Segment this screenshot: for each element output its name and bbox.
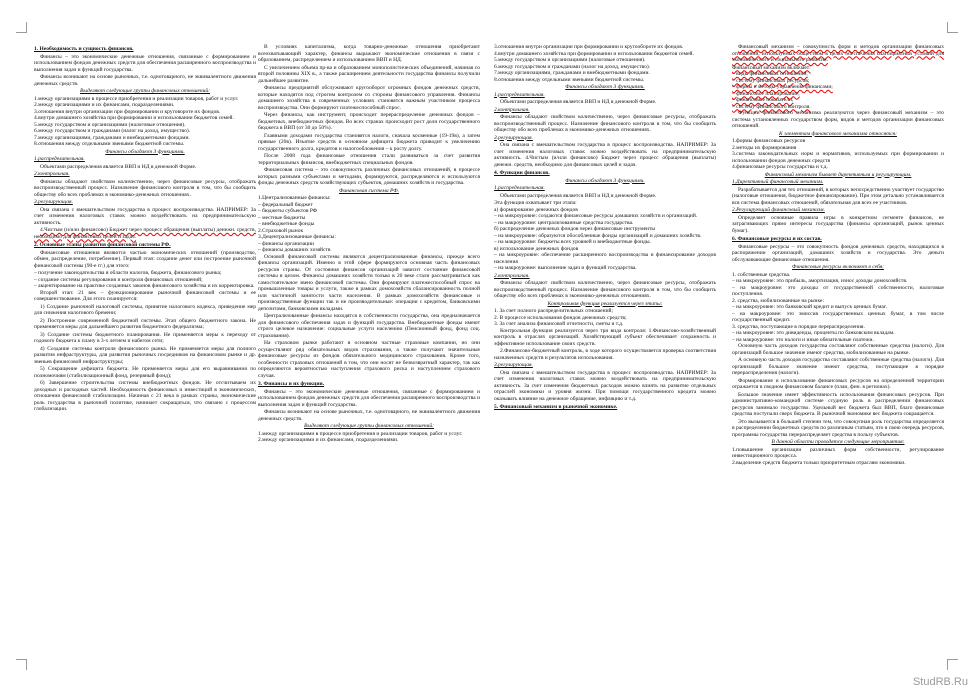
list-item: 1. За счет полного распределительных отношений; — [494, 308, 613, 314]
paragraph: 1) Создание рыночной налоговой системы, принятие налогового кодекса, приведение мер для снижения налогового бремени; — [34, 303, 256, 316]
list-item: 2. В процессе использования фондов денежных средств; — [494, 314, 627, 321]
paragraph: Главными доходами государства становятся налоги, сначала косвенные (19-19в), а затем прямые (20в). Изъятие средств в основном дефицита бюджета приводит к увеличению государственного долга, кредитов и налогообложения – к росту долгу. — [258, 132, 480, 152]
function-label: 3.регулирующая. — [494, 134, 533, 141]
subheading: Выделяют следующие группы финансовых отношений: — [79, 88, 210, 94]
paragraph: 2.Финансово-бюджетный контроль, в ходе которого осуществляется проверка соответствия назначенных средств и результатов использования. — [494, 348, 716, 361]
list-item: – формы и методы управления финансами; — [732, 84, 833, 90]
list-item: – на микроуровне: образуются обособленные фонды организаций и домашних хозяйств. — [494, 232, 702, 239]
function-label: 2.контрольная. — [494, 106, 530, 113]
paragraph: Функции финансового механизма реализуются через финансовый механизм – это система установленных государством форм, видов и методов организации финансовых отношений. — [732, 110, 944, 129]
section-heading-4: 4. Функции финансов. — [494, 170, 550, 176]
paragraph: Второй этап: 21 век – функционирование рыночной финансовой системы и ее совершенствование. Для этого планируется: — [34, 289, 256, 302]
list-item: 8.отношения между отдельными звеньями бюджетной системы. — [494, 76, 645, 83]
list-item: – на микроуровне: это прибыль, амортизация, износ доходы домохозяйств. — [732, 278, 908, 284]
list-item: – на макроуровне: бюджеты всех уровней и внебюджетные фонды. — [494, 239, 651, 245]
function-label: 1.распределительная. — [34, 156, 85, 162]
paragraph: С увеличением объема пр-ва и образованием монополистических объединений, начиная со второй половины XIX в., а также расширением деятельности государства финансы получили дальнейшее развитие. — [258, 64, 480, 84]
list-item: – внебюджетные фонды — [258, 221, 315, 227]
function-label: 2.Регулирующий финансовый механизм. — [732, 207, 825, 213]
subheading: К элементам финансового механизма относятся: — [779, 130, 897, 137]
list-item: 1.повышение организации различных форм собственности, регулирование инвестиционного процесса. — [732, 446, 944, 459]
crop-mark-bottom-left — [16, 659, 27, 670]
list-item: 6.между государством и гражданами (налог на доход, имущество). — [494, 63, 651, 70]
paragraph: На страховом рынке работают в основном частные страховые компании, но они осуществляют ряд обязательных видов страхования, а также получают значительные финансовые ресурсы из фондов обязательного медицинского страхования. Кроме того, особенности страховых отношений в том, что они носят не безвозвратный характер, так как определяются вероятностью наступления страхового риска и наступлением страхового случая. — [258, 340, 480, 379]
paragraph: 6) Завершение строительства системы внебюджетных фондов. Не отсчитываем их доходных и расходных частей. Необходимость финансовых и инвестиций в экономических, отношения финансовой стабилизации. Начиная с 21 века в рамках страны, экономические роль государства в рыночной политике, начинает сокращаться, что связано с процессом глобализации. — [34, 380, 256, 412]
paragraph: Это вызывается в большей степени тем, что совокупная роль государства определяется в распределении бюджетных средств по различным статьям, что в свою очередь ресурсов, программы государства перераспределяет средства в пользу субъектов. — [732, 418, 944, 438]
crop-mark-bottom-right — [947, 659, 958, 670]
section-heading-3: 3. Финансы и их функции. — [258, 381, 325, 387]
list-item: 7.между организациями, гражданами и внебюджетными фондами. — [34, 134, 190, 141]
paragraph: 4.Чистым (и/или финансово) Бюджет через процесс обращения (выплаты) денежн. средств, необходимо для финансовых целей и задач. — [34, 227, 256, 240]
list-item: 2.методы их формирования — [732, 144, 797, 151]
paragraph: Финансы возникают на основе рыночных, т.е. однотоварного, не эквивалентного движения денежных средств. — [258, 409, 480, 422]
paragraph: Финансы возникают на основе рыночных, т.е. однотоварного, не эквивалентного движения денежных средств. — [34, 74, 256, 87]
list-item: 3.отношения внутри организации при формировании и кругообороте их фондов. — [494, 44, 684, 50]
subheading: Финансы обладают 3 функциями. — [105, 148, 185, 155]
list-item: – на микроуровне: это дивиденды, проценты по банковским вкладам. — [732, 330, 895, 336]
list-item: – местные бюджеты — [258, 214, 306, 221]
paragraph: Разрабатывается для тех отношений, в которых непосредственно участвует государство (налоговые отношения, бюджетное финансирование). При этом детально устанавливается вся система финансовых отношений, обязательная для всех ее участников. — [732, 186, 944, 206]
function-label: 3.регулирующая. — [34, 199, 73, 205]
list-item: 2.Страховой рынок — [258, 227, 304, 234]
paragraph: Она связана с вмешательством государства в процесс воспроизводства. НАПРИМЕР: За счет изменения налоговых ставок можно воздействовать на предпринимательскую активность. За счет изменения бюджетных расходов можно влиять на развитие отдельных отраслей экономики и уровня жизни. При помощи государственного кредита можно оказывать влияние на денежное обращение, инфляцию и т.д. — [494, 369, 716, 402]
text-column-4 — [732, 44, 944, 644]
list-item: 1.Централизованные финансы: — [258, 195, 331, 201]
list-item: – финансы домашних хозяйств — [258, 247, 331, 253]
paragraph: Объектами распределения является ВВП и НД в денежной Форме. — [40, 163, 197, 170]
list-item: – на микроуровне: обеспечение расширенного воспроизводства и финансирование доходов населения — [494, 252, 716, 265]
paragraph: Финансовые отношения являются частью экономических отношений (производство, обмен, распределение, потребление). Первый этап: создание денег или построение рыночной финансовой системы (90-е гг.) для этого: — [34, 249, 256, 269]
list-item: 4.финансовые ресурсы государства и т.д. — [732, 164, 828, 170]
function-label: 1.распределительная. — [494, 185, 545, 191]
watermark: StudRB.Ru — [912, 676, 968, 688]
function-label: 1.распределительная. — [494, 91, 545, 98]
paragraph: 3) Создание системы бюджетного планирования. Не применяется меры к переходу от годового бюджета к плану в 3-х летнем и набегом сети; — [34, 331, 256, 344]
paragraph: Финансовые ресурсы – это совокупность фондов денежных средств, находящихся в распоряжении организаций, домашних хозяйств и государства. Это деньги обслуживающие финансовые отношения. — [732, 243, 944, 263]
paragraph: После 2008 года финансовые отношения стали развиваться за счет развития территориальных финансов, внебюджетных специальных фондов. — [258, 153, 480, 166]
paragraph: Основную часть доходов государства составляют собственные средства (налоги). Для организаций большое значение имеют средства, мобилизованные на рынке. — [732, 343, 944, 356]
list-item: – на макроуровне: выполнение задач и функций государства. — [494, 265, 637, 271]
subheading: В данной области проводятся следующие мероприятия: — [771, 439, 905, 445]
list-item: 1.формы финансовых ресурсов — [732, 138, 806, 144]
list-item: 1.между организациями в процессе приобретения и реализации товаров, работ и услуг. — [258, 430, 463, 437]
list-item: – систему финансового контроля. — [732, 103, 811, 110]
subheading: Финансовые ресурсы включают в себя: — [792, 264, 884, 270]
list-item: – на макроуровне: это эмиссия государственных ценных бумаг, в том числе государственный кредит. — [732, 310, 944, 323]
paragraph: Объектами распределения является ВВП и НД в денежной Форме. — [500, 99, 657, 105]
paragraph: Объектами распределения является ВВП и НД в денежной Форме. — [500, 192, 657, 199]
paragraph: А основную часть доходов государства составляют собственные средства (налоги). Для организаций большое значение имеют средства, поступающие в порядке перераспределения (налоги). — [732, 357, 944, 376]
list-item: – на микроуровне: это банковский кредит и выпуск ценных бумаг. — [732, 304, 887, 310]
crop-mark-top-right — [947, 22, 958, 33]
list-item: – бюджеты субъектов РФ — [258, 208, 318, 214]
paragraph: Финансы обладают свойством количественно, через финансовые ресурсы, отображать воспроизводственный процесс. Назначение финансового контроля в том, что бы сообщить обществу обо всех проблемах в экономико-денежных отношениях. — [494, 280, 716, 299]
list-item: а) формирование денежных фондов — [494, 206, 578, 213]
paragraph: 4) Создание системы контроля финансового рынка. Не применяется меры для полного развития инфраструктуры, для развития рыночных посредников на финансовом рынке и др. звеньев финансовой инфраструктуры; — [34, 345, 256, 365]
paragraph: Через финансы, как инструмент, происходит перераспределение денежных фондов – бюджетных, внебюджетных фондов. Во всех странах происходит рост доли государственного бюджета в ВВП (от 30 до 50%). — [258, 112, 480, 131]
paragraph: Формирование и использование финансовых ресурсов на определенной территории отражается в сводном финансовом балансе (план, фин. в регионах). — [732, 377, 944, 390]
list-item: – на макроуровне: это налоги и иные обязательные платежи. — [732, 336, 874, 343]
paragraph: Контрольная функция реализуется через три вида контроля: 1.Финансово-хозяйственный контроль в отраслях организаций. Хозяйствующий субъект обеспечивает сохранность и эффективное использование своих средств. — [494, 327, 716, 347]
subheading: Финансы обладают 3 функциями. — [565, 84, 645, 90]
crop-mark-top-left — [16, 22, 27, 33]
list-item: 6.между государством и гражданами (налог на доход, имущество). — [34, 128, 191, 134]
paragraph: Финансы обладают свойством количественно, через финансовые ресурсы, отображать воспроизводственный процесс. Назначение финансового контроля в том, что бы сообщить обществу обо всех проблемах в экономико-денежных отношениях. — [494, 114, 716, 133]
list-item: в) использование денежных фондов — [494, 245, 579, 252]
paragraph: Финансы предприятий обслуживают кругооборот огромных фондов денежных средств, которые находятся под строгим контролем со стороны финансового управления. Финансы домашнего хозяйства в современных условиях становятся важным участником процесса воспроизводства. Они формируют платежеспособный спрос. — [258, 85, 480, 111]
function-label: 3.регулирующая. — [494, 362, 533, 368]
subheading: Финансовая система РФ. — [338, 187, 400, 194]
list-item: – на макроуровне: централизованные средства государства. — [494, 219, 634, 226]
list-item: – получение законодательства в области налогов, бюджета, финансового рынка; — [34, 270, 222, 276]
paragraph: В условиях капитализма, когда товарно-денежные отношения приобретают всеохватывающий характер, финансы выражают экономические отношения в связи с образованием, распределением и использованием ВВП и НД. — [258, 44, 480, 63]
paragraph: Финансы обладают свойством количественно, через финансовые ресурсы, отображать воспроизводственный процесс. Назначение финансового контроля в том, что бы сообщить обществу обо всех проблемах в экономико-денежных отношениях. — [34, 178, 256, 198]
list-item: – акцентирование на практике созданных законов финансового хозяйства и их корректировка. — [34, 283, 255, 289]
list-item: 3.Децентрализованные финансы: — [258, 234, 336, 240]
paragraph: Финансы – это экономические денежные отношения, связанные с формированием и использованием фондов денежных средств для обеспечения расширенного воспроизводства и выполнения задач и функций государства. — [34, 53, 256, 73]
list-item: 5.между государством и организациями (налоговые отношения). — [494, 57, 646, 63]
list-item: 1. собственные средства. — [732, 271, 791, 278]
list-item: – виды финансовых отношений; — [732, 71, 808, 77]
list-item: 2. средства, мобилизованные на рынке: — [732, 297, 824, 304]
function-label: 1.Директивный финансовый механизм. — [732, 179, 824, 185]
list-item: Финансовый механизм включает: — [732, 64, 811, 71]
section-heading-1: 1. Необходимость и сущность финансов. — [34, 46, 134, 52]
paragraph: 5) Сокращение дефицита бюджета. Не применяется меры для его выравнивания по полномочиям (стабилизационный фонд, резервный фонд); — [34, 366, 256, 379]
function-label: 2.контрольная. — [34, 171, 70, 177]
list-item: – федеральный бюджет — [258, 201, 313, 208]
section-heading-5: 5. Финансовый механизм в рыночной экономике. — [494, 404, 618, 410]
list-item: – финансы организации — [258, 240, 314, 247]
list-item: 2.выделение средств бюджета только приоритетным отраслям экономики. — [732, 459, 906, 466]
list-item: – на микроуровне: создаются финансовые ресурсы домашних хозяйств и организаций. — [494, 213, 698, 219]
section-heading-6: 6. Финансовые ресурсы и их состав. — [732, 236, 822, 242]
list-item: – систему финансовых ресурсов; — [732, 77, 810, 84]
list-item: б) распределение денежных фондов через финансовые инструменты — [494, 226, 656, 232]
text-column-1 — [34, 44, 256, 644]
text-column-2 — [258, 44, 480, 644]
subheading: Контрольная функция реализуется через этапы: — [547, 300, 663, 307]
subheading: Финансы обладают 3 функциями. — [565, 177, 645, 184]
list-item: – на макроуровне: это доходы от государственной собственности, налоговые поступления. — [732, 284, 944, 297]
paragraph: Финансы – это экономические денежные отношения, связанные с формированием и использованием фондов денежных средств для обеспечения расширенного воспроизводства и выполнения задач и функций государства. — [258, 388, 480, 408]
function-label: 2.контрольная. — [494, 272, 530, 279]
paragraph: 2) Построение современной бюджетной системы. Этап общего бюджетного закона. Не применяется меры для дальнейшего развития бюджетного федерализма; — [34, 317, 256, 330]
paragraph: Централизованные финансы находятся в собственности государства, она предназначается для финансового обеспечения задач и функций государства. Внебюджетные фонды имеют строго целевое назначение: социальные услуги населению (Пенсионный фонд, фонд соц. страхования). — [258, 313, 480, 339]
list-item: 3.система законодательных норм и нормативов, используемых при формировании и использовании фондов денежных средств — [732, 151, 944, 164]
list-item: 3. средства, поступающие в порядке перераспределения. — [732, 323, 865, 330]
list-item: 2.между организациями и их финансами, подразделениями. — [258, 437, 399, 443]
paragraph: Финансовый механизм – совокупность форм и методов организации финансовых отношений, используемых обществом в целях обеспечения благоприятных условий для экономического и социального развития. — [732, 44, 944, 63]
list-item: 3.отношения внутри организации при формировании и круговороте их фондов. — [34, 108, 221, 115]
paragraph: Она связана с вмешательством государства в процесс воспроизводства. НАПРИМЕР: За счет изменения налоговых ставок можно воздействовать на предпринимательскую активность. 4.Чистым (и/или финансово) Бюджет через процесс обращения (выплаты) денежн. средств, необходимо для финансовых целей и задач. — [494, 142, 716, 168]
list-item: – финансовое планирование; — [732, 90, 800, 97]
paragraph: Она связана с вмешательством государства в процесс воспроизводства. НАПРИМЕР: За счет изменения налоговых ставок можно воздействовать на предпринимательскую активность. — [34, 206, 256, 226]
list-item: 2.между организациями и их финансами, подразделениями. — [34, 102, 175, 108]
paragraph: Основой финансовой системы являются децентрализованные финансы, прежде всего финансы организаций. Именно в этой сфере формируются основная часть финансовых ресурсов страны. От состояния финансов организаций зависит состояние финансовой системы в целом. Финансы домашних хозяйств только в 20 веке стали рассматриваться как самостоятельное звено финансовой системы. Они формируют платежеспособный спрос на промышленные товары и услуги, также в рамках домохозяйств сбалансированность полной или частичной занятости части населения. В рамках домохозяйств финансовые и производственные функции так и не производительные: операции с кредитом, банковскими депозитами, банковскими вкладами. — [258, 253, 480, 312]
paragraph: Определяет основные правила игры в конкретном сегменте финансов, не затрагивающих прямо интересы государства (финансы организаций, рынок ценных бумаг). — [732, 214, 944, 234]
list-item: – финансовые показатели; — [732, 97, 794, 103]
section-heading-2: 2. Основные этапы развития финансовой системы РФ. — [34, 242, 171, 248]
list-item: 1.между организациями в процессе приобретения и реализации товаров, работ и услуг. — [34, 95, 239, 102]
text-column-3 — [494, 44, 716, 644]
list-item: 5.между государством и организациями (налоговые отношения). — [34, 121, 186, 128]
list-item: 4.внутри домашнего хозяйства при формировании и использовании бюджетов семей. — [494, 50, 694, 57]
list-item: 3. За счет анализа финансовой отчетности, сметы и т.д. — [494, 321, 624, 327]
subheading: Выделяют следующие группы финансовых отношений: — [303, 423, 434, 429]
list-item: 8.отношения между отдельными звеньями бюджетной системы. — [34, 141, 185, 147]
subheading: Финансовый механизм бывает директивным и регулирующим. — [764, 171, 912, 178]
list-item: 7.между организациями, гражданами и внебюджетными фондами. — [494, 70, 650, 76]
list-item: Эта функция охватывает три этапа: — [494, 200, 577, 206]
paragraph: Большое значение имеет эффективность использования финансовых ресурсов. При административно-командной системе ссудную роль в распределении финансовых ресурсов занимало государство. Удельный вес бюджета был ВВП, благо финансовые средства поступали сверх бюджета. В рыночной экономике вес бюджета сокращается. — [732, 391, 944, 417]
list-item: 4.внутри домашнего хозяйства при формировании и использовании бюджетов семей. — [34, 115, 234, 121]
paragraph: Финансовая система – это совокупность различных финансовых отношений, в процессе которых разными субъектами и методами, формируются, распределяются и используются фонды денежных средств хозяйствующих субъектов, домашних хозяйств и государства. — [258, 167, 480, 186]
list-item: – создание системы регулирования и контроля финансовых отношений; — [34, 276, 203, 283]
